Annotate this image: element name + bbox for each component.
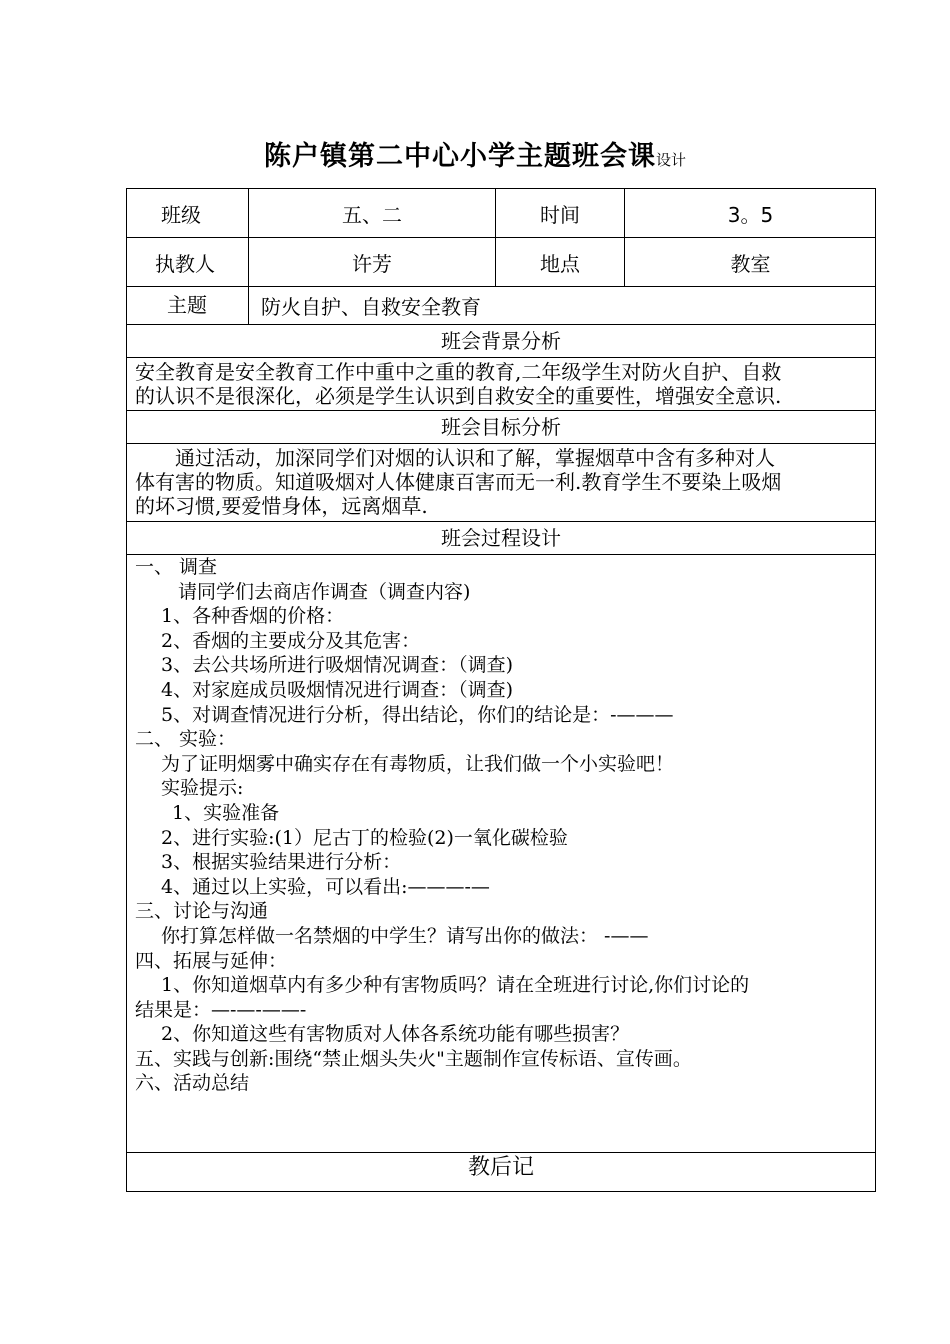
document-title: [0, 134, 950, 173]
goal-header: 班会目标分析: [127, 411, 875, 444]
topic-value: 防火自护、自救安全教育: [248, 287, 875, 324]
process-line: 3、根据实验结果进行分析：: [161, 851, 402, 874]
process-line: 二、 实验：: [135, 728, 237, 751]
goal-line-1: 通过活动，加深同学们对烟的认识和了解，掌握烟草中含有多种对人: [175, 446, 775, 470]
row-topic: [127, 287, 875, 325]
afterword-header: 教后记: [467, 1155, 534, 1180]
process-line: 你打算怎样做一名禁烟的中学生？请写出你的做法： -——: [161, 924, 649, 947]
process-line: 2、进行实验:(1）尼古丁的检验(2)一氧化碳检验: [161, 826, 568, 849]
process-body: [127, 555, 875, 1153]
background-line-2: 的认识不是很深化，必须是学生认识到自救安全的重要性，增强安全意识.: [135, 384, 782, 408]
place-label: 地点: [495, 238, 624, 286]
class-value: 五、二: [248, 189, 495, 237]
process-header: 班会过程设计: [127, 522, 875, 555]
process-line: 4、对家庭成员吸烟情况进行调查：（调查): [161, 678, 514, 701]
process-line: 1、你知道烟草内有多少种有害物质吗？请在全班进行讨论,你们讨论的: [161, 974, 750, 997]
class-label: 班级: [161, 202, 201, 227]
process-line: 实验提示:: [161, 777, 244, 800]
process-line: 六、活动总结: [135, 1072, 250, 1095]
topic-label: 主题: [167, 293, 207, 317]
place-value: 教室: [624, 238, 876, 286]
teacher-value: 许芳: [248, 238, 495, 286]
process-line: 四、拓展与延伸：: [135, 949, 288, 972]
background-header: 班会背景分析: [127, 325, 875, 358]
process-line: 3、去公共场所进行吸烟情况调查：（调查): [161, 654, 514, 677]
time-label: 时间: [495, 189, 624, 237]
teacher-label: 执教人: [155, 251, 215, 276]
process-line: 结果是：—-—-——-: [135, 998, 307, 1021]
row-class-time: [127, 189, 875, 238]
process-line: 一、 调查: [135, 556, 218, 578]
process-line: 五、实践与创新:围绕“禁止烟头失火"主题制作宣传标语、宣传画。: [135, 1047, 692, 1070]
process-line: 1、各种香烟的价格：: [161, 605, 345, 628]
row-teacher-place: [127, 238, 875, 287]
goal-text: [127, 444, 875, 522]
process-line: 三、讨论与沟通: [135, 900, 269, 923]
title-main: 陈户镇第二中心小学主题班会课: [263, 141, 656, 172]
process-line: 2、香烟的主要成分及其危害：: [161, 629, 421, 652]
process-line: 5、对调查情况进行分析，得出结论，你们的结论是：-———: [161, 703, 674, 726]
process-line: 2、你知道这些有害物质对人体各系统功能有哪些损害？: [161, 1023, 630, 1046]
process-line: 4、通过以上实验，可以看出:———-—: [161, 875, 490, 898]
process-line: 请同学们去商店作调查（调查内容): [178, 580, 471, 603]
background-line-1: 安全教育是安全教育工作中重中之重的教育,二年级学生对防火自护、自救: [135, 360, 782, 384]
goal-line-2: 体有害的物质。知道吸烟对人体健康百害而无一利.教育学生不要染上吸烟: [135, 470, 782, 494]
time-value: 3。5: [624, 189, 876, 237]
lesson-plan-table: [126, 188, 876, 1192]
background-text: [127, 358, 875, 411]
process-line: 1、实验准备: [172, 801, 280, 824]
goal-line-3: 的坏习惯,要爱惜身体，远离烟草.: [135, 494, 428, 518]
title-suffix: 设计: [655, 151, 686, 169]
process-line: 为了证明烟雾中确实存在有毒物质，让我们做一个小实验吧！: [161, 752, 675, 775]
